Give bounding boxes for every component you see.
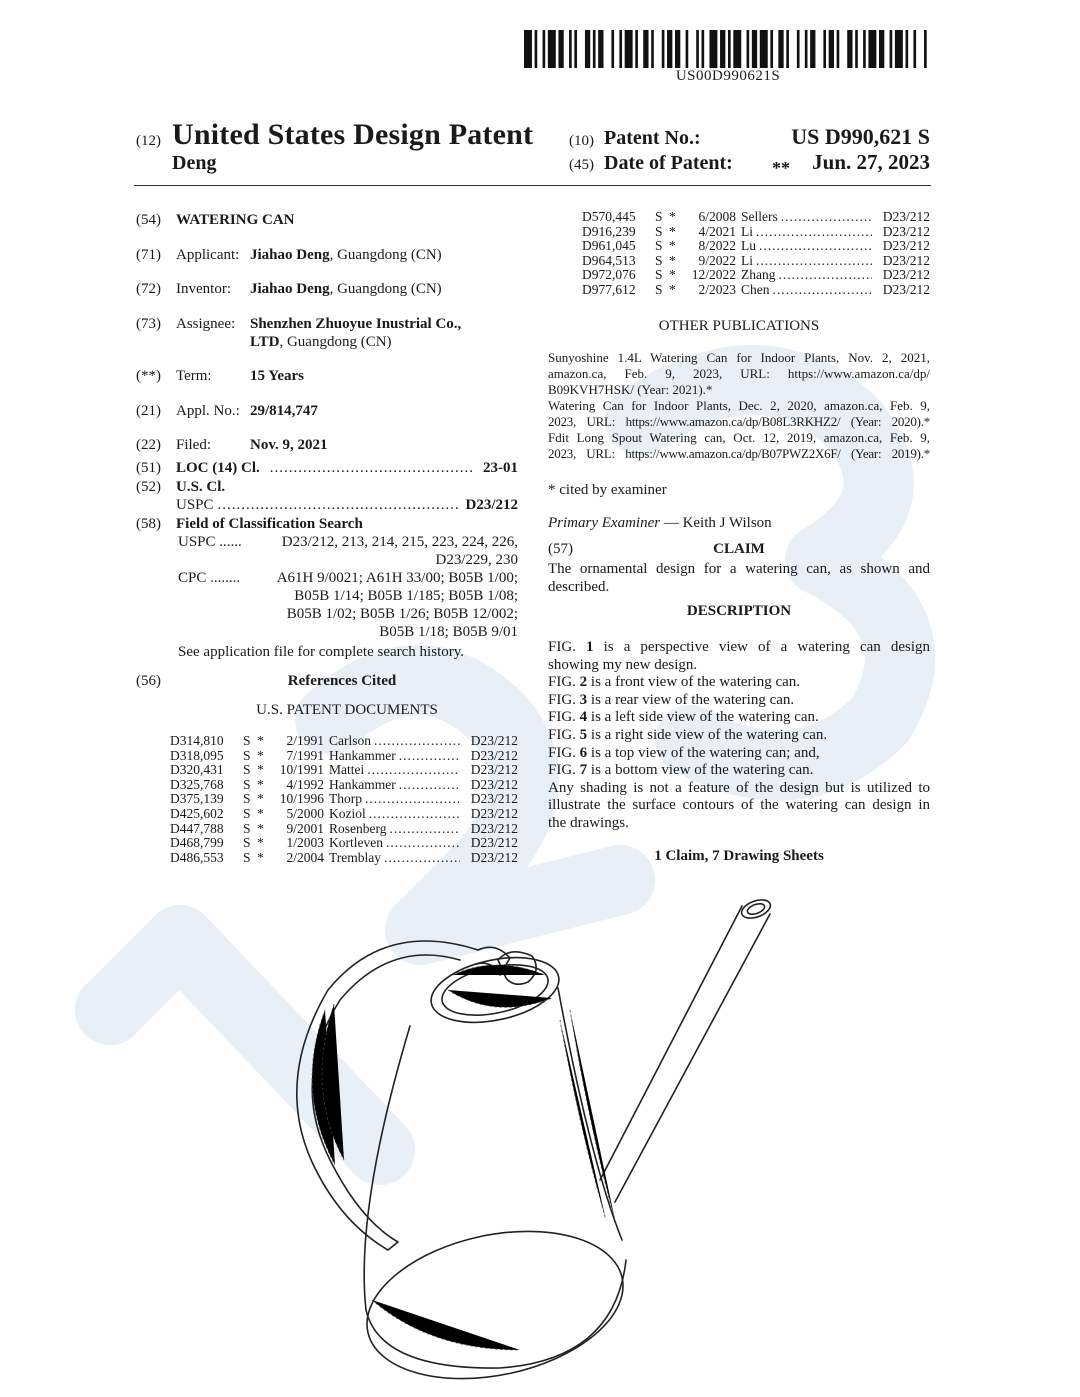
assignee-name: Shenzhen Zhuoyue Inustrial Co., (250, 316, 462, 332)
reference-inventor: Carlson (329, 734, 371, 748)
patent-reference-row: D425,602 S * 5/2000 Koziol ..... D23/212 (170, 807, 518, 822)
barcode-bar (569, 30, 572, 68)
barcode-bar (868, 30, 876, 68)
code-45: (45) (569, 157, 594, 173)
field-of-search: (58) Field of Classification Search USPC ...... D23/212, 213, 214, 215, 223, 224, 226, D23/229, 230 CPC ........ A61H 9/0021; A61H 33/00; B05B 1/00; B05B 1/14; B05B 1/185; B05B 1/08; B05B 1/02; B05B 1/26; B05B 12/002; B05B 1/18; B05B 9/01 See application file for complete search history. (136, 516, 518, 660)
patent-reference-row: D375,139 S * 10/1996 Thorp ..... D23/212 (170, 792, 518, 807)
reference-inventor: Tremblay (329, 850, 382, 865)
reference-inventor: Rosenberg (329, 821, 387, 836)
patent-reference-row: D916,239 S * 4/2021 Li ..... D23/212 (582, 225, 930, 240)
reference-inventor: Mattei (329, 763, 365, 778)
barcode-bar (543, 30, 546, 68)
document-title: United States Design Patent (172, 118, 534, 151)
barcode-bar (810, 30, 815, 68)
loc-field: (51) LOC (14) Cl. ..... 23-01 (136, 459, 518, 477)
reference-inventor: Li (741, 224, 753, 239)
date-of-patent-label: Date of Patent: (604, 152, 733, 174)
barcode-bar (778, 30, 783, 68)
barcode-number: US00D990621S (675, 68, 781, 84)
examiner-name: — Keith J Wilson (660, 515, 772, 531)
barcode-bar (770, 30, 773, 68)
claims-and-sheets: 1 Claim, 7 Drawing Sheets (654, 848, 824, 864)
reference-inventor: Li (741, 253, 753, 268)
description-text: FIG. 1 is a perspective view of a watering can design showing my new design. FIG. 2 is a front view of the watering can. FIG. 3 is a rear view of the watering can. FIG. 4 is a left side view of the watering can. FIG. 5 is a right side view of the watering can. FIG. 6 is a top view of the watering can; and, FIG. 7 is a bottom view of the watering can. Any shading is not a feature of the design but is utilized to illustrate the surface contours of the watering can design in the drawings. (548, 639, 931, 831)
references-cited: (56) References Cited U.S. PATENT DOCUMENTS (136, 672, 518, 719)
barcode-bar (895, 30, 903, 68)
inventor-name: Jiahao Deng (250, 281, 330, 297)
fig-5-desc: FIG. 5 is a right side view of the watering can. (548, 726, 828, 743)
barcode-bar (823, 30, 826, 68)
barcode-bar (625, 30, 633, 68)
barcode-bar (733, 30, 741, 68)
patent-reference-row: D325,768 S * 4/1992 Hankammer ..... D23/212 (170, 778, 518, 793)
us-cl-field: (52) U.S. Cl. USPC ..... D23/212 (136, 478, 518, 514)
watering-can-drawing (270, 880, 790, 1390)
barcode-bar (611, 30, 614, 68)
us-cl-value: D23/212 (465, 497, 518, 513)
barcode-bar (879, 30, 884, 68)
patent-reference-row: D977,612 S * 2/2023 Chen ..... D23/212 (582, 283, 930, 298)
other-publications: Sunyoshine 1.4L Watering Can for Indoor Plants, Nov. 2, 2021, amazon.ca, Feb. 9, 2023, URL: https://www.amazon.ca/dp/ B09KVH7HSK/ (Year: 2021).* Watering Can for Indoor Plants, Dec. 2, 2020, amazon.ca, Feb. 9, 2023, URL: https://www.amazon.ca/dp/B08L3RKHZ2/ (Year: 2020).* Fdit Long Spout Watering can, Oct. 12, 2019, amazon.ca, Feb. 9, 2023, URL: https://www.amazon.ca/dp/B07PWZ2X6F/ (Year: 2019).* (548, 350, 930, 461)
barcode-bar (906, 30, 909, 68)
barcode-bar (574, 30, 577, 68)
patent-number: US D990,621 S (791, 124, 930, 149)
barcode-bar (535, 30, 538, 68)
barcode-bar (890, 30, 893, 68)
reference-inventor: Koziol (329, 806, 366, 821)
patent-reference-row: D314,810 S * 2/1991 Carlson ..... D23/212 (170, 734, 518, 749)
barcode-bar (924, 30, 927, 68)
fig-7-desc: FIG. 7 is a bottom view of the watering can. (548, 762, 814, 779)
barcode-bar (829, 30, 834, 68)
patent-reference-row: D964,513 S * 9/2022 Li ..... D23/212 (582, 254, 930, 269)
inventor-surname: Deng (172, 152, 217, 174)
barcode-bar (593, 30, 596, 68)
other-publications-heading: OTHER PUBLICATIONS (658, 318, 820, 334)
barcode-bar (747, 30, 750, 68)
barcode-bar (675, 30, 680, 68)
barcode-bar (686, 30, 689, 68)
loc-value: 23-01 (483, 460, 518, 476)
patent-reference-row: D961,045 S * 8/2022 Lu ..... D23/212 (582, 239, 930, 254)
code-12: (12) (136, 133, 161, 149)
barcode-bar (598, 30, 603, 68)
us-patent-documents-heading: U.S. PATENT DOCUMENTS (256, 702, 438, 718)
reference-inventor: Sellers (741, 210, 778, 224)
title-field: (54) WATERING CAN (136, 212, 295, 228)
barcode-bar (709, 30, 717, 68)
reference-inventor: Hankammer (329, 777, 396, 792)
fig-1-desc: FIG. 1 is a perspective view of a watering can design (548, 639, 931, 655)
code-10: (10) (569, 133, 594, 149)
primary-examiner: Primary Examiner — Keith J Wilson (548, 515, 772, 531)
barcode-bar (837, 30, 840, 68)
assignee-field: (73) Assignee: Shenzhen Zhuoyue Inustrial Co., LTD , Guangdong (CN) (136, 316, 462, 350)
description-heading: DESCRIPTION (686, 603, 792, 619)
barcode-bar (651, 30, 654, 68)
barcode-bar (619, 30, 622, 68)
claim-heading: CLAIM (713, 541, 765, 557)
barcode-bar (728, 30, 731, 68)
barcode-bar (667, 30, 672, 68)
cited-by-examiner: * cited by examiner (548, 482, 667, 498)
us-patents-list-left (170, 734, 518, 865)
patent-reference-row: D486,553 S * 2/2004 Tremblay ..... D23/212 (170, 851, 518, 866)
claim-heading-row: (57) CLAIM (548, 540, 930, 558)
barcode-bar (643, 30, 648, 68)
barcode-bar (913, 30, 916, 68)
fig-2-desc: FIG. 2 is a front view of the watering can. (548, 674, 801, 691)
barcode-bar (662, 30, 665, 68)
barcode-bar (524, 30, 532, 68)
invention-title: WATERING CAN (176, 212, 295, 228)
applicant-field: (71) Applicant: Jiahao Deng, Guangdong (CN) (136, 247, 442, 263)
reference-inventor: Lu (741, 239, 756, 254)
barcode-bar (548, 30, 556, 68)
reference-inventor: Thorp (329, 792, 362, 807)
barcode-bar (720, 30, 725, 68)
date-marker: ** (772, 158, 790, 178)
reference-inventor: Zhang (741, 268, 776, 283)
barcode-bar (696, 30, 699, 68)
patent-reference-row: D318,095 S * 7/1991 Hankammer ..... D23/212 (170, 749, 518, 764)
patent-reference-row: D570,445 S * 6/2008 Sellers ..... D23/212 (582, 210, 930, 225)
barcode-bar (752, 30, 757, 68)
us-patents-list-right (582, 210, 930, 298)
barcode-bar (786, 30, 789, 68)
barcode (524, 30, 932, 68)
barcode-bar (855, 30, 858, 68)
patent-no-label: Patent No.: (604, 127, 701, 149)
inventor-field: (72) Inventor: Jiahao Deng, Guangdong (CN) (136, 281, 442, 297)
date-of-patent: Jun. 27, 2023 (812, 150, 930, 174)
filed-field: (22) Filed: Nov. 9, 2021 (136, 437, 328, 453)
applicant-name: Jiahao Deng (250, 247, 330, 263)
fig-4-desc: FIG. 4 is a left side view of the watering can. (548, 709, 819, 726)
barcode-bar (558, 30, 563, 68)
fig-3-desc: FIG. 3 is a rear view of the watering can. (548, 691, 795, 708)
filed-value: Nov. 9, 2021 (250, 437, 328, 453)
patent-reference-row: D320,431 S * 10/1991 Mattei ..... D23/212 (170, 763, 518, 778)
appl-no-value: 29/814,747 (250, 403, 318, 419)
patent-reference-row: D468,799 S * 1/2003 Kortleven ..... D23/212 (170, 836, 518, 851)
reference-inventor: Hankammer (329, 748, 396, 763)
patent-reference-row: D972,076 S * 12/2022 Zhang ..... D23/212 (582, 268, 930, 283)
barcode-bar (805, 30, 808, 68)
barcode-bar (585, 30, 590, 68)
barcode-bar (702, 30, 705, 68)
term-field: (**) Term: 15 Years (136, 368, 305, 384)
appl-no-field: (21) Appl. No.: 29/814,747 (136, 403, 318, 419)
barcode-bar (635, 30, 638, 68)
barcode-bar (847, 30, 852, 68)
reference-inventor: Chen (741, 282, 770, 297)
header-rule (134, 185, 931, 186)
barcode-bar (760, 30, 768, 68)
fig-6-desc: FIG. 6 is a top view of the watering can; and, (548, 744, 820, 761)
barcode-bar (863, 30, 866, 68)
barcode-bar (797, 30, 800, 68)
claim-text: The ornamental design for a watering can, as shown and described. (548, 561, 930, 595)
reference-inventor: Kortleven (329, 836, 383, 851)
patent-reference-row: D447,788 S * 9/2001 Rosenberg ..... D23/212 (170, 822, 518, 837)
term-value: 15 Years (250, 368, 305, 384)
